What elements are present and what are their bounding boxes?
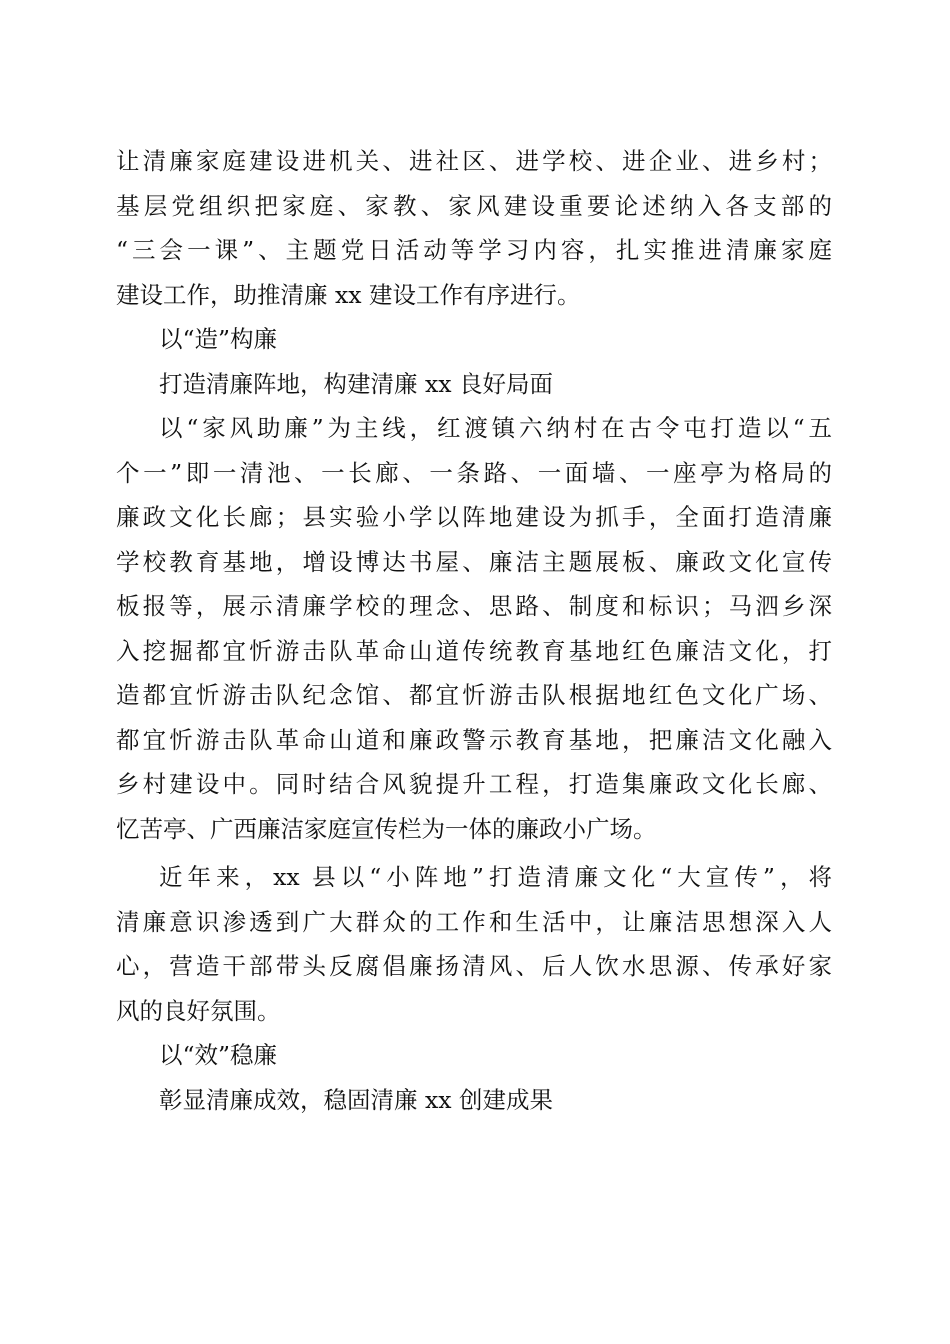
text-line: 板报等，展示清廉学校的理念、思路、制度和标识；马泗乡深 [116, 592, 832, 620]
text-line: 入挖掘都宜忻游击队革命山道传统教育基地红色廉洁文化，打 [116, 636, 832, 665]
text-line: 让清廉家庭建设进机关、进社区、进学校、进企业、进乡村； [116, 147, 832, 175]
text-line: 以“家风助廉”为主线，红渡镇六纳村在古令屯打造以“五 [159, 414, 832, 442]
text-line: 心，营造干部带头反腐倡廉扬清风、后人饮水思源、传承好家 [116, 952, 832, 980]
paragraph-1 [116, 139, 832, 317]
text-line: 基层党组织把家庭、家教、家风建设重要论述纳入各支部的 [116, 191, 832, 220]
text-line: 近年来，xx 县以“小阵地”打造清廉文化“大宣传”，将 [159, 863, 832, 891]
text-line: 风的良好氛围。 [116, 996, 281, 1025]
paragraph-3 [116, 855, 832, 1033]
section-subheading: 彰显清廉成效，稳固清廉 xx 创建成果 [159, 1085, 553, 1114]
text-line: 学校教育基地，增设博达书屋、廉洁主题展板、廉政文化宣传 [116, 547, 832, 576]
text-line: 建设工作，助推清廉 xx 建设工作有序进行。 [116, 280, 581, 309]
text-line: 廉政文化长廊；县实验小学以阵地建设为抓手，全面打造清廉 [116, 503, 832, 531]
text-line: 忆苦亭、广西廉洁家庭宣传栏为一体的廉政小广场。 [116, 814, 657, 843]
text-line: 造都宜忻游击队纪念馆、都宜忻游击队根据地红色文化广场、 [116, 681, 832, 709]
paragraph-2 [116, 406, 832, 851]
text-line: 清廉意识渗透到广大群众的工作和生活中，让廉洁思想深入人 [116, 907, 832, 936]
text-line: 都宜忻游击队革命山道和廉政警示教育基地，把廉洁文化融入 [116, 725, 832, 754]
text-line: 个一”即一清池、一长廊、一条路、一面墙、一座亭为格局的 [116, 458, 832, 487]
section-subheading: 打造清廉阵地，构建清廉 xx 良好局面 [159, 369, 553, 398]
text-line: 乡村建设中。同时结合风貌提升工程，打造集廉政文化长廊、 [116, 770, 832, 798]
text-line: “三会一课”、主题党日活动等学习内容，扎实推进清廉家庭 [116, 236, 832, 264]
section-heading: 以“造”构廉 [159, 325, 278, 353]
document-page [116, 139, 832, 1122]
section-heading: 以“效”稳廉 [159, 1041, 278, 1069]
